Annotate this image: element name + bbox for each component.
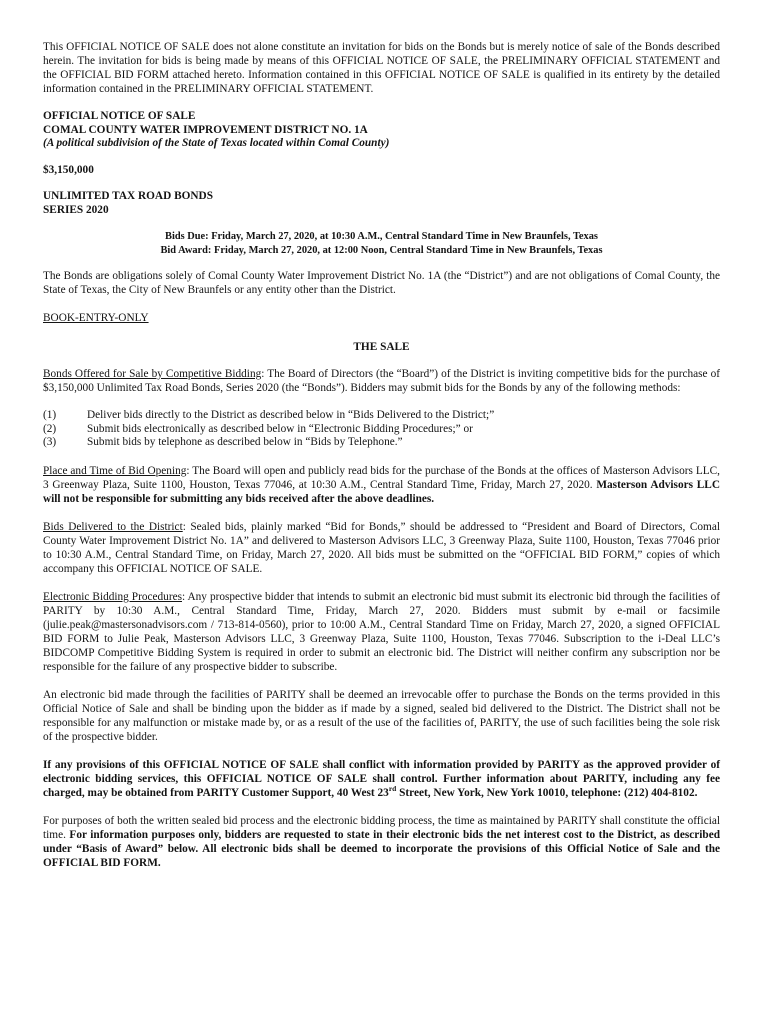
official-time-bold: For information purposes only, bidders are requested to state in their electronic bids the net interest cost to the District, as described under “Basis of Award” below. All electronic bids shall be deemed to incorporate the provisions of this Official Notice of Sale and the OFFICIAL BID FORM.: [43, 828, 720, 869]
bid-method-text: Submit bids by telephone as described below in “Bids by Telephone.”: [87, 436, 403, 448]
spacer: [43, 151, 720, 164]
place-time-lead: Place and Time of Bid Opening: [43, 464, 187, 477]
doc-title: OFFICIAL NOTICE OF SALE: [43, 110, 196, 122]
bids-delivered-paragraph: [43, 520, 720, 576]
bond-amount: $3,150,000: [43, 163, 94, 176]
bid-method-list: [43, 409, 720, 450]
place-time-body: : The Board will open and publicly read bids for the purchase of the Bonds at the offices of Masterson Advisors LLC, 3 Greenway Plaza, Suite 1100, Houston, Texas 77046, at 10:30 A.M., Central Standard Time, Friday, March 27, 2020.: [43, 464, 720, 491]
bid-method-item: [43, 423, 720, 437]
obligations-paragraph: The Bonds are obligations solely of Comal County Water Improvement District No. 1A (the “District”) and are not obligations of Comal County, the State of Texas, the City of New Braunfels or any entity other than the District.: [43, 270, 720, 296]
spacer: [43, 217, 720, 230]
section-heading-the-sale: THE SALE: [353, 341, 410, 353]
bid-method-text: Deliver bids directly to the District as described below in “Bids Delivered to the District;”: [87, 409, 495, 421]
bid-award-line: Bid Award: Friday, March 27, 2020, at 12:00 Noon, Central Standard Time in New Braunfels, Texas: [160, 244, 603, 256]
parity-conflict-part1: If any provisions of this OFFICIAL NOTICE OF SALE shall conflict with information provided by PARITY as the approved provider of electronic bidding services, this OFFICIAL NOTICE OF SALE shall control. Further information about PARITY, including any fee charged, may be obtained from PARITY Customer Support, 40 West 23: [43, 758, 720, 799]
bonds-offered-lead: Bonds Offered for Sale by Competitive Bidding: [43, 368, 262, 380]
title-block: [43, 110, 720, 269]
bond-series: SERIES 2020: [43, 203, 109, 216]
official-time-normal: For purposes of both the written sealed bid process and the electronic bidding process, the time as maintained by PARITY shall constitute the official time.: [43, 814, 720, 841]
parity-conflict-part2: Street, New York, New York 10010, telephone: (212) 404-8102.: [396, 786, 698, 799]
subdivision-note: (A political subdivision of the State of Texas located within Comal County): [43, 137, 390, 149]
bid-method-text: Submit bids electronically as described below in “Electronic Bidding Procedures;” or: [87, 422, 473, 435]
district-name: COMAL COUNTY WATER IMPROVEMENT DISTRICT NO. 1A: [43, 123, 368, 136]
spacer: [43, 257, 720, 269]
bid-method-number: (2): [43, 422, 57, 435]
place-time-bold-note: Masterson Advisors LLC will not be responsible for submitting any bids received after the above deadlines.: [43, 478, 721, 505]
bids-due-line: Bids Due: Friday, March 27, 2020, at 10:30 A.M., Central Standard Time in New Braunfels, Texas: [165, 231, 598, 242]
intro-paragraph: This OFFICIAL NOTICE OF SALE does not alone constitute an invitation for bids on the Bonds but is merely notice of sale of the Bonds described herein. The invitation for bids is being made by means of this OFFICIAL NOTICE OF SALE, the PRELIMINARY OFFICIAL STATEMENT and the OFFICIAL BID FORM attached hereto. Information contained in this OFFICIAL NOTICE OF SALE is qualified in its entirety by the detailed information contained in the PRELIMINARY OFFICIAL STATEMENT.: [43, 41, 720, 95]
parity-conflict-paragraph: [43, 758, 720, 800]
bonds-offered-paragraph: [43, 367, 720, 395]
bid-method-number: (1): [43, 409, 57, 421]
electronic-bidding-lead: Electronic Bidding Procedures: [43, 590, 182, 603]
bid-method-item: [43, 409, 720, 423]
bids-delivered-body: : Sealed bids, plainly marked “Bid for Bonds,” should be addressed to “President and Board of Directors, Comal County Water Improvement District No. 1A” and delivered to Masterson Advisors LLC, 3 Greenway Plaza, Suite 1100, Houston, Texas 77046 prior to 10:30 A.M., Central Standard Time, on Friday, March 27, 2020. All bids must be submitted on the “OFFICIAL BID FORM,” copies of which accompany this OFFICIAL NOTICE OF SALE.: [43, 520, 720, 575]
bid-method-number: (3): [43, 436, 57, 448]
bids-delivered-lead: Bids Delivered to the District: [43, 520, 183, 533]
bid-method-item: [43, 436, 720, 450]
book-entry-only-label: [43, 311, 720, 325]
electronic-bidding-body: : Any prospective bidder that intends to submit an electronic bid must submit its electronic bid through the facilities of PARITY by 10:30 A.M., Central Standard Time, Friday, March 27, 2020. Bidders must submit by e-mail or facsimile (julie.peak@mastersonadvisors.com / 713-814-0560), prior to 10:00 A.M., Central Standard Time on Friday, March 27, 2020, a signed OFFICIAL BID FORM to Julie Peak, Masterson Advisors LLC, 3 Greenway Plaza, Suite 1100, Houston, Texas 77046. Subscription to the i-Deal LLC’s BIDCOMP Competitive Bidding System is required in order to submit an electronic bid. The District will neither confirm any subscription nor be responsible for the failure of any prospective bidder to subscribe.: [43, 590, 720, 673]
spacer: [43, 177, 720, 190]
irrevocable-offer-paragraph: An electronic bid made through the facilities of PARITY shall be deemed an irrevocable offer to purchase the Bonds on the terms provided in this Official Notice of Sale and shall be binding upon the bidder as if made by a signed, sealed bid delivered to the District. The District shall not be responsible for any malfunction or mistake made by, or as a result of the use of the facilities of, PARITY, the use of such facilities being the sole risk of the prospective bidder.: [43, 688, 720, 743]
electronic-bidding-paragraph: [43, 590, 720, 674]
ordinal-superscript: rd: [388, 783, 397, 793]
bond-type: UNLIMITED TAX ROAD BONDS: [43, 190, 213, 202]
place-time-paragraph: [43, 464, 720, 506]
book-entry-only-text: BOOK-ENTRY-ONLY: [43, 312, 149, 324]
official-time-paragraph: [43, 814, 720, 870]
bonds-offered-body: : The Board of Directors (the “Board”) of the District is inviting competitive bids for the purchase of $3,150,000 Unlimited Tax Road Bonds, Series 2020 (the “Bonds”). Bidders may submit bids for the Bonds by any of the following methods:: [43, 368, 720, 394]
